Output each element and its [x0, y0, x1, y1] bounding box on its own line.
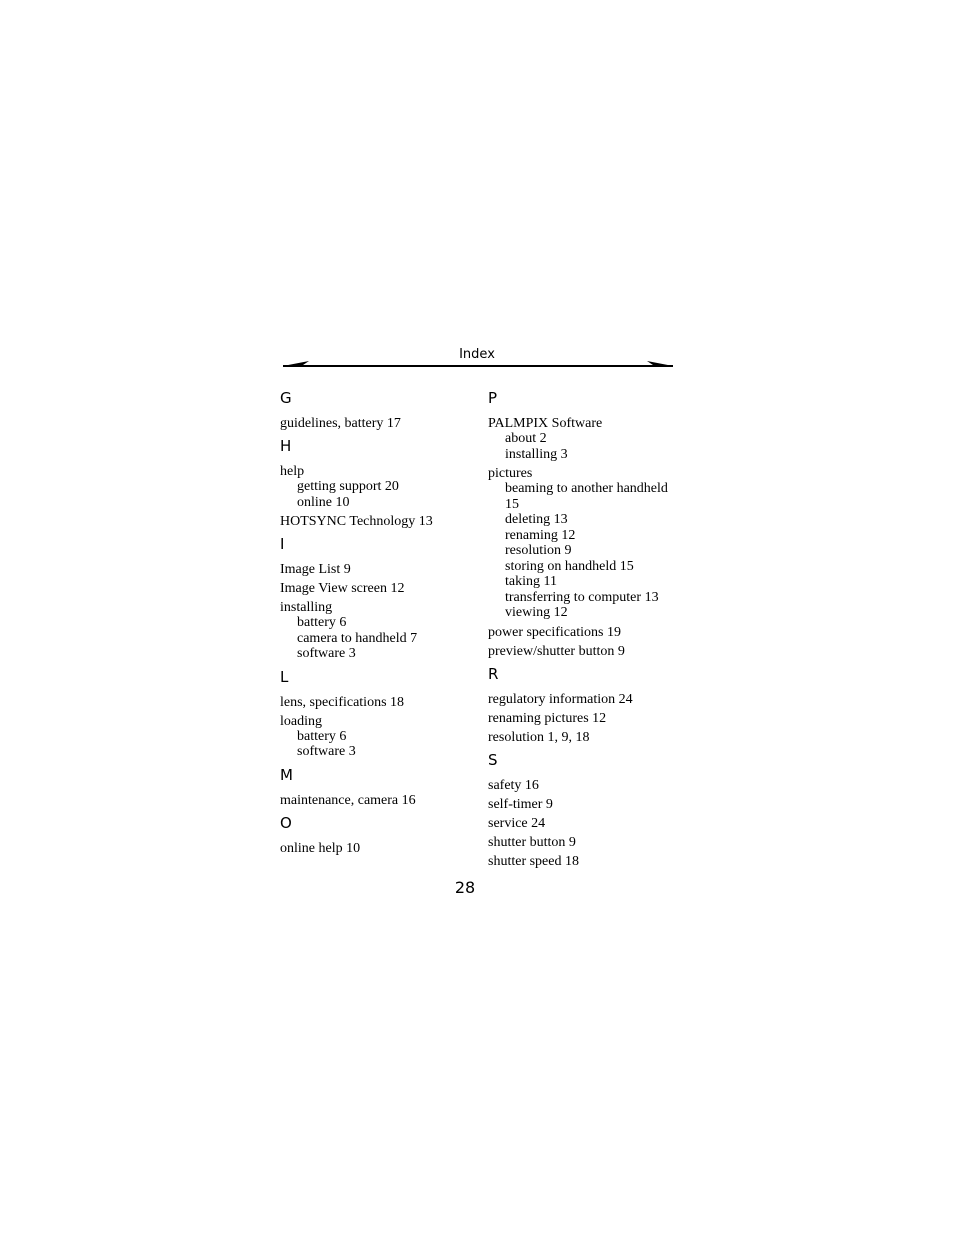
index-subentry: resolution 9 [505, 543, 572, 558]
section-letter: G [280, 389, 292, 407]
index-entry: loading [280, 713, 322, 729]
index-entry: shutter button 9 [488, 834, 576, 850]
index-subentry: installing 3 [505, 446, 568, 462]
index-section-s [488, 751, 678, 875]
index-subentry: battery 6 [297, 728, 347, 744]
index-section-o [280, 814, 480, 862]
index-section-g [280, 389, 480, 437]
section-letter: S [488, 750, 498, 769]
index-section-r [488, 665, 678, 751]
index-subentry: software 3 [297, 646, 356, 661]
index-entry: maintenance, camera 16 [280, 792, 416, 808]
index-entry: power specifications 19 [488, 624, 621, 640]
header-rule [283, 359, 673, 371]
index-entry: Image List 9 [280, 562, 351, 577]
index-entry: HOTSYNC Technology 13 [280, 514, 433, 529]
index-subentry: renaming 12 [505, 527, 576, 543]
index-entry: help [280, 464, 305, 479]
index-entry: lens, specifications 18 [280, 694, 405, 710]
index-entry: self-timer 9 [488, 796, 553, 812]
index-subentry: deleting 13 [505, 512, 568, 527]
index-section-i [280, 535, 480, 668]
index-subentry: getting support 20 [297, 479, 399, 494]
index-entry: pictures [488, 466, 533, 481]
running-header-title: Index [459, 347, 495, 362]
index-section-p [488, 389, 678, 665]
index-section-h [280, 437, 480, 535]
index-subentry: viewing 12 [505, 605, 568, 620]
page-number: 28 [454, 878, 476, 897]
index-subentry: beaming to another handheld 15 [505, 481, 668, 512]
index-subentry: battery 6 [297, 615, 347, 630]
index-entry: guidelines, battery 17 [280, 416, 401, 431]
index-entry: service 24 [488, 815, 546, 831]
index-entry: shutter speed 18 [488, 853, 579, 869]
section-letter: L [280, 667, 289, 686]
index-subentry: software 3 [297, 744, 356, 759]
section-letter: I [280, 535, 285, 553]
index-entry: PALMPIX Software [488, 416, 603, 431]
section-letter: H [280, 437, 292, 455]
section-letter: O [280, 813, 292, 832]
index-section-l [280, 668, 480, 766]
index-entry: safety 16 [488, 777, 539, 793]
section-letter: M [280, 765, 293, 784]
index-entry: Image View screen 12 [280, 581, 405, 596]
section-letter: P [488, 389, 498, 407]
index-entry: renaming pictures 12 [488, 710, 607, 726]
index-section-m [280, 766, 480, 814]
index-subentry: transferring to computer 13 [505, 589, 659, 605]
index-subentry: taking 11 [505, 574, 557, 589]
index-column-right [488, 389, 678, 875]
index-entry: preview/shutter button 9 [488, 643, 625, 659]
index-subentry: storing on handheld 15 [505, 558, 634, 574]
index-subentry: camera to handheld 7 [297, 630, 418, 646]
index-entry: regulatory information 24 [488, 691, 633, 707]
section-letter: R [488, 664, 499, 683]
index-entry: online help 10 [280, 840, 361, 856]
index-entry: installing [280, 600, 333, 615]
index-column-left [280, 389, 480, 862]
index-entry: resolution 1, 9, 18 [488, 729, 590, 745]
index-subentry: about 2 [505, 431, 547, 446]
index-subentry: online 10 [297, 494, 350, 510]
